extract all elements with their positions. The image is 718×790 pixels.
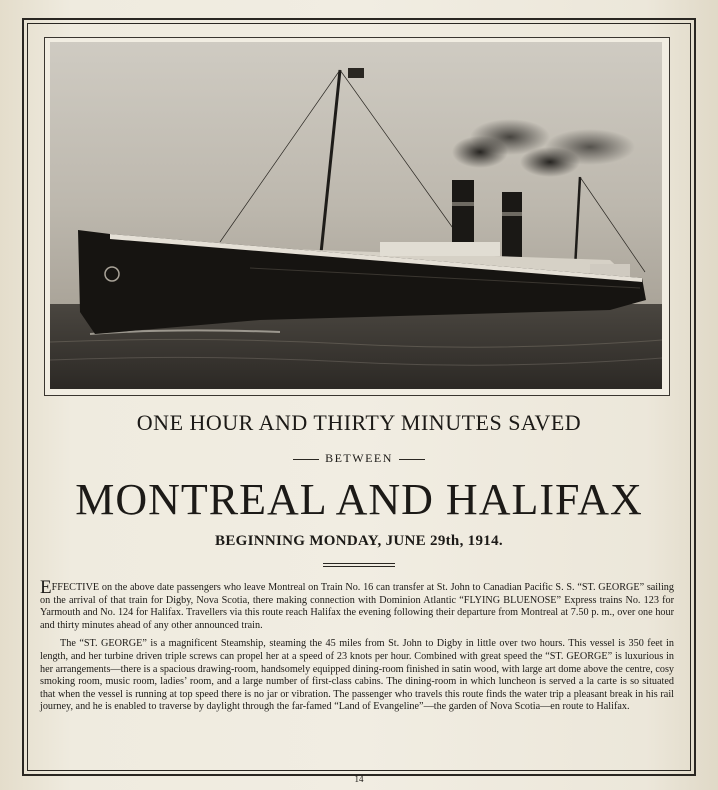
paragraph-ship-description: The “ST. GEORGE” is a magnificent Steamship, steaming the 45 miles from St. John to Digby in little over two hours. This vessel is 350 feet in length, and her turbine driven triple screws can propel her at a speed of 23 knots per hour. Combined with great speed the “ST. GEORGE” is luxurious in her arrangements—there is a spacious drawing-room, handsomely equipped dining-room finished in satin wood, with large art dome above the centre, cosy smoking room, music room, ladies’ room, and a large number of first-class cabins. The dining-room in which luncheon is served a la carte is so situated that when the vessel is running at top speed there is no jar or vibration. The passenger who travels this route finds the water trip a pleasant break in his rail journey, and he is enabled to traverse by daylight through the far-famed “Land of Evangeline”—the garden of Nova Scotia—en route to Halifax. bbox=[40, 638, 674, 713]
start-date: BEGINNING MONDAY, JUNE 29th, 1914. bbox=[215, 533, 503, 549]
between-text: BETWEEN bbox=[325, 451, 393, 465]
paragraph-effective-text: FFECTIVE on the above date passengers who leave Montreal on Train No. 16 can transfer at St. John to Canadian Pacific S. S. “ST. GEORGE” sailing on the arrival of that train for Digby, Nova Scotia, there making connection with Dominion Atlantic “FLYING BLUENOSE” Express trains No. 123 for Yarmouth and No. 124 for Halifax. Travellers via this route reach Halifax the evening following their departure from Montreal at 7.50 p. m., over one hour and thirty minutes ahead of any other announced train. bbox=[40, 582, 674, 631]
between-line bbox=[0, 451, 718, 466]
page-number: 14 bbox=[354, 774, 364, 784]
drop-cap: E bbox=[40, 577, 52, 598]
headline-cities: MONTREAL AND HALIFAX bbox=[75, 475, 643, 524]
body-copy bbox=[40, 577, 674, 714]
ship-photo-frame bbox=[44, 37, 670, 396]
divider-rule-lower bbox=[323, 566, 395, 567]
headline-time-saved: ONE HOUR AND THIRTY MINUTES SAVED bbox=[136, 410, 582, 435]
divider-rule bbox=[323, 563, 395, 564]
ship-photo bbox=[50, 42, 662, 389]
steamship-illustration bbox=[50, 42, 662, 389]
right-dash bbox=[399, 459, 425, 460]
paragraph-effective bbox=[40, 577, 674, 632]
left-dash bbox=[293, 459, 319, 460]
